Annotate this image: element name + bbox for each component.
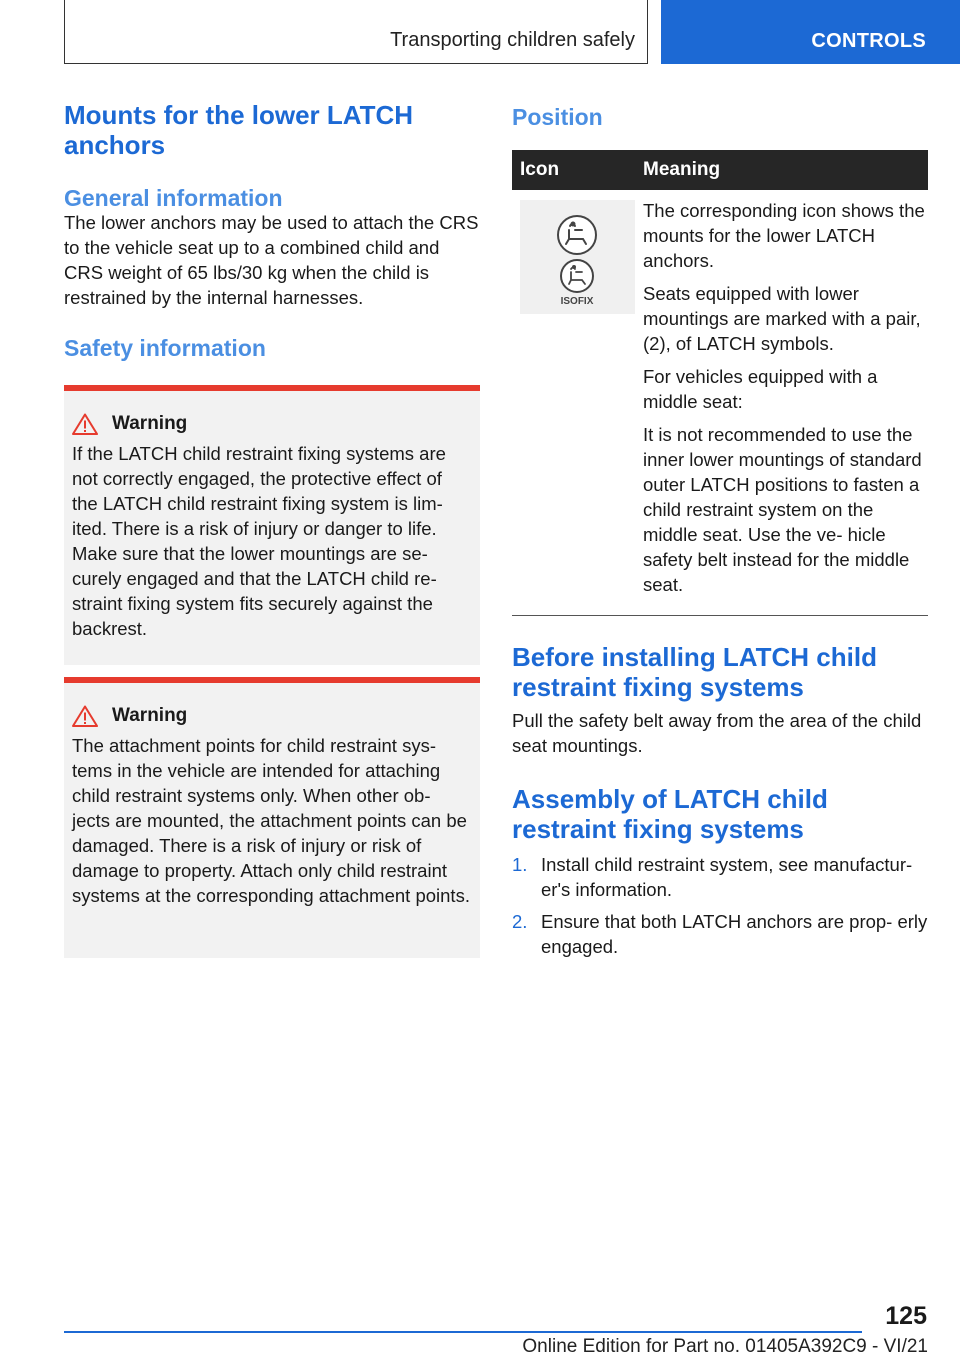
warning-header: [72, 413, 472, 435]
before-installing-text: Pull the safety belt away from the area of the child seat mountings.: [512, 710, 922, 756]
page-number: 125: [885, 1302, 927, 1330]
position-heading: Position: [512, 104, 603, 130]
meaning-cell: [643, 190, 928, 597]
step-text: Install child restraint system, see manufactur‐ er's information.: [541, 854, 913, 900]
child-seat-icon: [520, 200, 635, 314]
list-item: [512, 852, 928, 902]
list-item: [512, 909, 928, 959]
meaning-para: The corresponding icon shows the mounts for the lower LATCH anchors.: [643, 200, 925, 271]
col-header-meaning: Meaning: [643, 159, 721, 180]
meaning-para: For vehicles equipped with a middle seat:: [643, 366, 878, 412]
before-installing-heading: Before installing LATCH child restraint fixing systems: [512, 642, 877, 702]
warning-box-1: [64, 385, 480, 665]
warning-title: Warning: [112, 705, 188, 726]
footer-rule: [64, 1331, 862, 1333]
header-section-box: [64, 0, 648, 64]
position-table: [512, 150, 928, 616]
left-column: [64, 100, 480, 958]
controls-tab[interactable]: [661, 0, 960, 64]
right-column: [512, 100, 928, 966]
section-title: Transporting children safely: [390, 29, 635, 51]
table-header-row: [512, 150, 928, 190]
meaning-para: It is not recommended to use the inner lower mountings of standard outer LATCH positions to fasten a child restraint system on the middle seat. Use the ve‐ hicle safety belt instead for the middle seat.: [643, 424, 922, 595]
warning-title: Warning: [112, 413, 188, 434]
latch-symbol-image: [520, 200, 635, 314]
isofix-label: ISOFIX: [560, 296, 594, 307]
step-number: 1.: [512, 854, 528, 875]
meaning-para: Seats equipped with lower mountings are marked with a pair, (2), of LATCH symbols.: [643, 283, 921, 354]
step-text: Ensure that both LATCH anchors are prop‐ erly engaged.: [541, 911, 928, 957]
assembly-steps: [512, 852, 928, 959]
warning-text: The attachment points for child restraint sys‐ tems in the vehicle are intended for attaching child restraint systems only. When other ob‐ jects are mounted, the attachment points can be damaged. There is a risk of injury or risk of damage to property. Attach only child restraint systems at the corresponding attachment points.: [72, 735, 470, 906]
main-heading: Mounts for the lower LATCH anchors: [64, 100, 414, 160]
table-row: [512, 190, 928, 616]
warning-triangle-icon: [72, 413, 98, 435]
assembly-heading: Assembly of LATCH child restraint fixing systems: [512, 784, 828, 844]
edition-text: Online Edition for Part no. 01405A392C9 - VI/21: [522, 1336, 928, 1357]
controls-tab-label: CONTROLS: [811, 30, 926, 52]
col-header-icon: Icon: [520, 159, 560, 180]
general-info-text: The lower anchors may be used to attach the CRS to the vehicle seat up to a combined child and CRS weight of 65 lbs/30 kg when the child is restrained by the internal harnesses.: [64, 212, 479, 308]
safety-info-heading: Safety information: [64, 335, 266, 361]
general-info-heading: General information: [64, 185, 283, 211]
step-number: 2.: [512, 911, 528, 932]
warning-triangle-icon: [72, 705, 98, 727]
warning-header: [72, 705, 472, 727]
warning-box-2: [64, 677, 480, 958]
warning-text: If the LATCH child restraint fixing systems are not correctly engaged, the protective effect of the LATCH child restraint fixing system is lim‐ ited. There is a risk of injury or danger to life. Make sure that the lower mountings are se‐ curely engaged and that the LATCH child re‐ straint fixing system fits securely against the backrest.: [72, 443, 446, 639]
